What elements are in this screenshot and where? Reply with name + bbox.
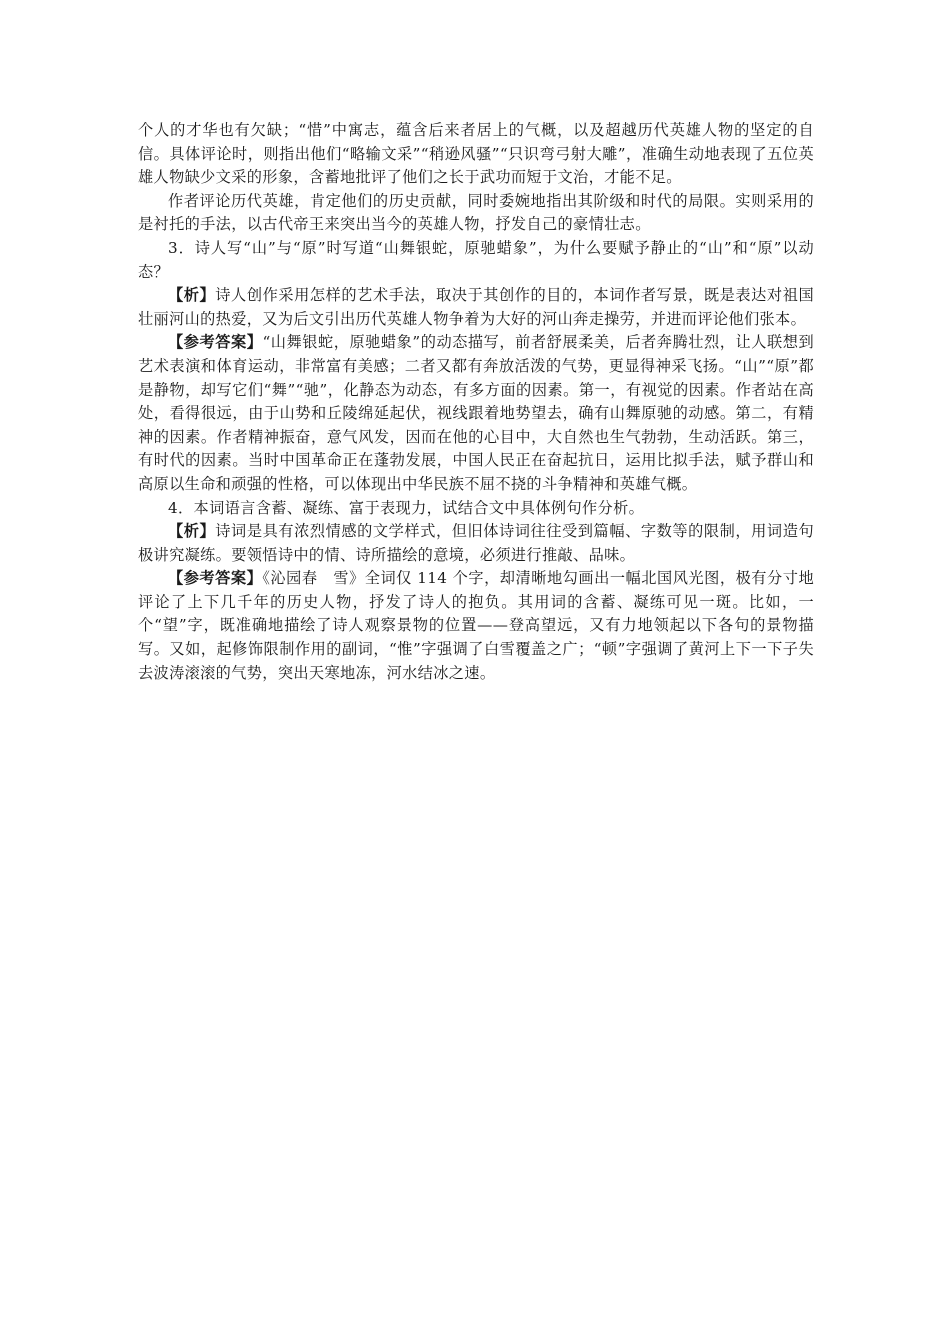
question-text: 4．本词语言含蓄、凝练、富于表现力，试结合文中具体例句作分析。 [168,498,645,517]
paragraph-commentary [138,190,814,237]
analysis-4 [138,520,814,567]
analysis-tag: 【析】 [168,522,216,541]
answer-text: “山舞银蛇，原驰蜡象”的动态描写，前者舒展柔美，后者奔腾壮烈，让人联想到艺术表演和体育运动，非常富有美感；二者又都有奔放活泼的气势，更显得神采飞扬。“山”“原”都是静物，却写它们“舞”“驰”，化静态为动态，有多方面的因素。第一，有视觉的因素。作者站在高处，看得很远，由于山势和丘陵绵延起伏，视线跟着地势望去，确有山舞原驰的动感。第二，有精神的因素。作者精神振奋，意气风发，因而在他的心目中，大自然也生气勃勃，生动活跃。第三，有时代的因素。当时中国革命正在蓬勃发展，中国人民正在奋起抗日，运用比拟手法，赋予群山和高原以生命和顽强的性格，可以体现出中华民族不屈不挠的斗争精神和英雄气概。 [138,333,814,493]
question-4 [138,497,814,521]
answer-3 [138,331,814,496]
answer-tag: 【参考答案】 [168,569,263,588]
question-3 [138,237,814,284]
document-page [138,119,814,685]
analysis-tag: 【析】 [168,286,216,305]
analysis-text: 诗词是具有浓烈情感的文学样式，但旧体诗词往往受到篇幅、字数等的限制，用词造句极讲究凝练。要领悟诗中的情、诗所描绘的意境，必须进行推敲、品味。 [138,522,814,564]
paragraph-text: 作者评论历代英雄，肯定他们的历史贡献，同时委婉地指出其阶级和时代的局限。实则采用的是衬托的手法，以古代帝王来突出当今的英雄人物，抒发自己的豪情壮志。 [138,191,814,234]
analysis-3 [138,284,814,331]
paragraph-text: 个人的才华也有欠缺；“惜”中寓志，蕴含后来者居上的气概，以及超越历代英雄人物的坚定的自信。具体评论时，则指出他们“略输文采”“稍逊风骚”“只识弯弓射大雕”，准确生动地表现了五位英雄人物缺少文采的形象，含蓄地批评了他们之长于武功而短于文治，才能不足。 [138,121,814,187]
answer-tag: 【参考答案】 [168,333,263,352]
answer-4 [138,567,814,685]
analysis-text: 诗人创作采用怎样的艺术手法，取决于其创作的目的，本词作者写景，既是表达对祖国壮丽河山的热爱，又为后文引出历代英雄人物争着为大好的河山奔走操劳，并进而评论他们张本。 [138,286,814,328]
answer-text: 《沁园春 雪》全词仅 114 个字，却清晰地勾画出一幅北国风光图，极有分寸地评论了上下几千年的历史人物，抒发了诗人的抱负。其用词的含蓄、凝练可见一斑。比如，一个“望”字，既准确地描绘了诗人观察景物的位置——登高望远，又有力地领起以下各句的景物描写。又如，起修饰限制作用的副词，“惟”字强调了白雪覆盖之广；“顿”字强调了黄河上下一下子失去波涛滚滚的气势，突出天寒地冻，河水结冰之速。 [138,569,814,682]
question-text: 3．诗人写“山”与“原”时写道“山舞银蛇，原驰蜡象”，为什么要赋予静止的“山”和“原”以动态？ [138,238,814,281]
paragraph-continuation [138,119,814,190]
